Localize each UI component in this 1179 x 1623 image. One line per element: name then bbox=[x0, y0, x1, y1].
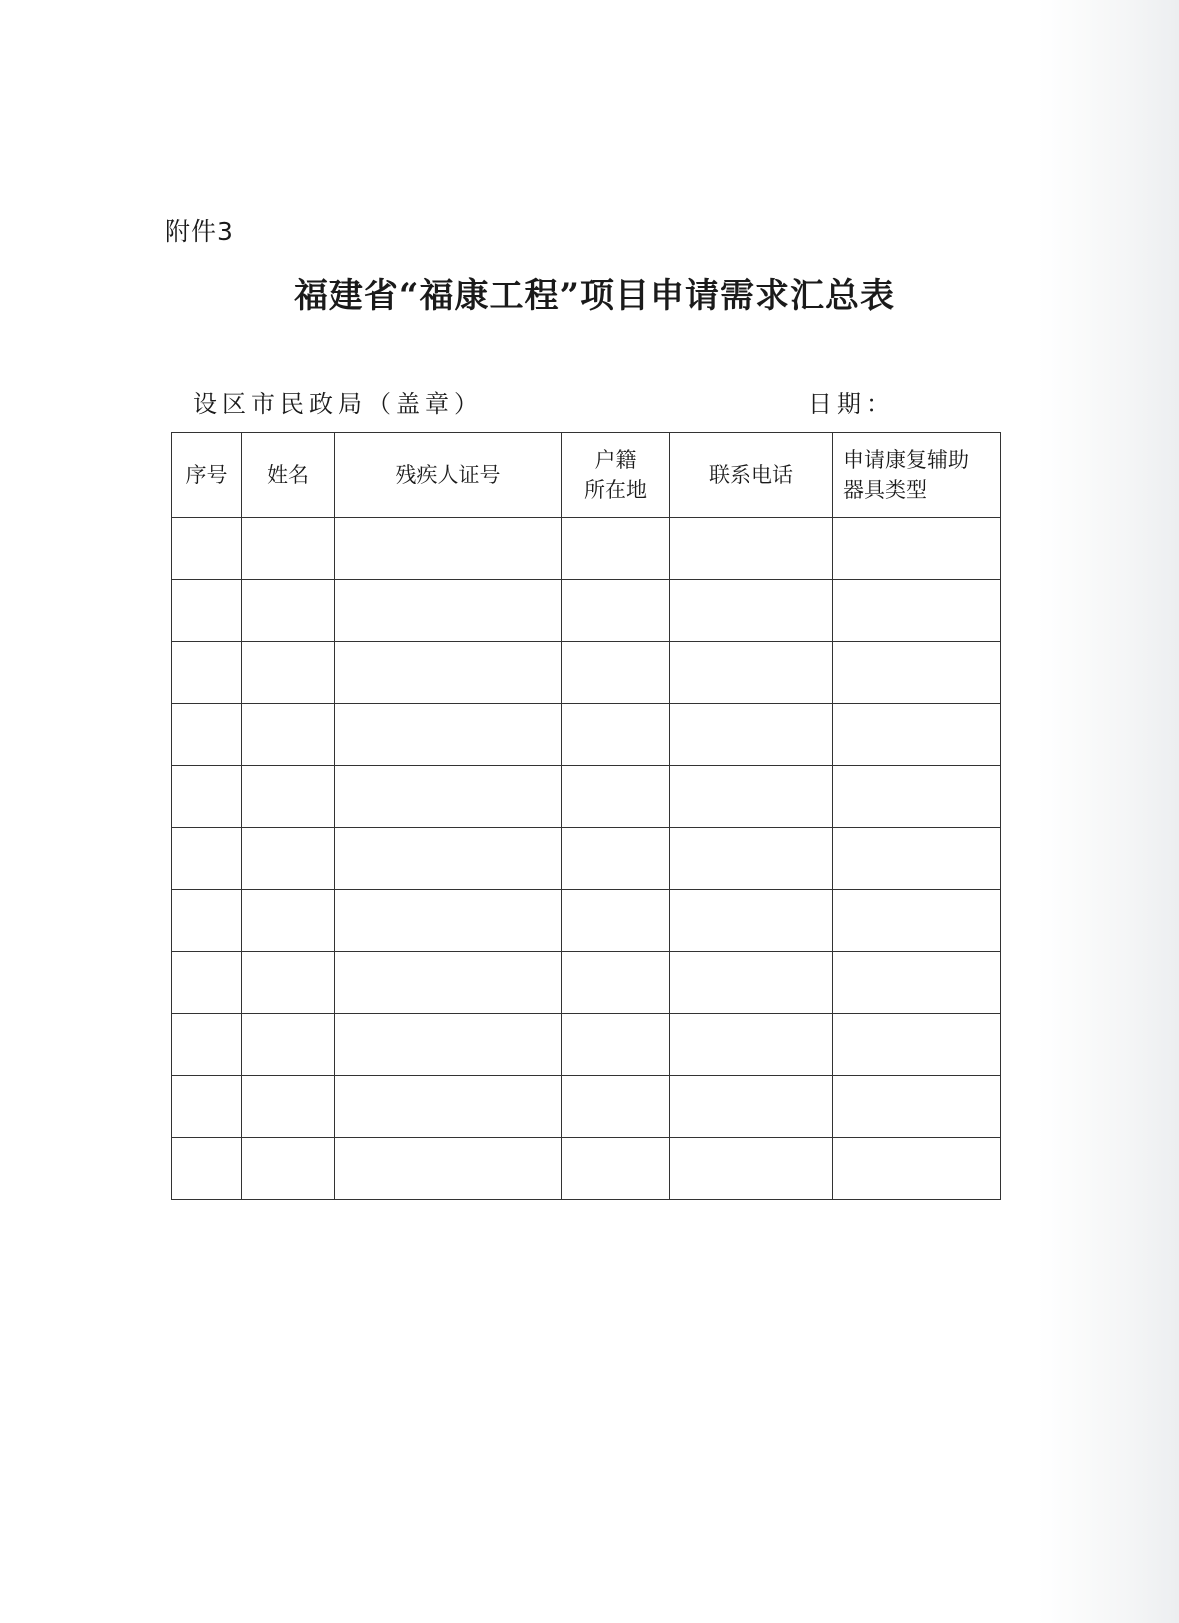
table-cell bbox=[242, 952, 335, 1014]
table-cell bbox=[172, 580, 242, 642]
table-cell bbox=[833, 1076, 1001, 1138]
document-title: 福建省“福康工程”项目申请需求汇总表 bbox=[293, 276, 896, 316]
table-cell bbox=[562, 580, 670, 642]
table-cell bbox=[670, 1014, 833, 1076]
table-row bbox=[172, 1014, 1001, 1076]
table-cell bbox=[670, 518, 833, 580]
table-row bbox=[172, 580, 1001, 642]
table-cell bbox=[172, 890, 242, 952]
table-cell bbox=[242, 1138, 335, 1200]
table-cell bbox=[242, 890, 335, 952]
table-cell bbox=[833, 580, 1001, 642]
table-cell bbox=[172, 828, 242, 890]
col-header-device-type bbox=[833, 433, 1001, 518]
col-header-household-line2: 所在地 bbox=[584, 478, 647, 502]
table-cell bbox=[172, 518, 242, 580]
table-cell bbox=[335, 828, 562, 890]
table-row bbox=[172, 1076, 1001, 1138]
table-cell bbox=[335, 518, 562, 580]
date-label: 日期： bbox=[808, 390, 895, 418]
table-cell bbox=[335, 704, 562, 766]
table-cell bbox=[562, 952, 670, 1014]
col-header-device-type-line2: 器具类型 bbox=[843, 478, 927, 502]
table-cell bbox=[335, 1014, 562, 1076]
table-cell bbox=[335, 766, 562, 828]
col-header-disability-id-text: 残疾人证号 bbox=[395, 463, 501, 487]
table-cell bbox=[335, 952, 562, 1014]
table-cell bbox=[833, 704, 1001, 766]
col-header-disability-id bbox=[335, 433, 562, 518]
col-header-name-text: 姓名 bbox=[267, 463, 309, 487]
table-cell bbox=[670, 642, 833, 704]
col-header-phone-text: 联系电话 bbox=[709, 463, 793, 487]
table-row bbox=[172, 704, 1001, 766]
table-row bbox=[172, 828, 1001, 890]
table-cell bbox=[670, 1138, 833, 1200]
table-cell bbox=[833, 766, 1001, 828]
table-cell bbox=[670, 1076, 833, 1138]
table-cell bbox=[242, 1076, 335, 1138]
summary-table bbox=[171, 432, 1001, 1200]
table-row bbox=[172, 1138, 1001, 1200]
table-cell bbox=[562, 1138, 670, 1200]
table-row bbox=[172, 952, 1001, 1014]
table-cell bbox=[562, 704, 670, 766]
table-cell bbox=[242, 1014, 335, 1076]
table-row bbox=[172, 518, 1001, 580]
table-cell bbox=[242, 642, 335, 704]
col-header-phone bbox=[670, 433, 833, 518]
table-cell bbox=[172, 1014, 242, 1076]
issuer-seal-label: 设区市民政局（盖章） bbox=[193, 390, 483, 418]
col-header-household-line1: 户籍 bbox=[594, 448, 637, 472]
table-cell bbox=[562, 1014, 670, 1076]
table-cell bbox=[562, 766, 670, 828]
table-cell bbox=[172, 952, 242, 1014]
col-header-device-type-line1: 申请康复辅助 bbox=[843, 448, 969, 472]
table-cell bbox=[172, 766, 242, 828]
table-cell bbox=[242, 518, 335, 580]
table-row bbox=[172, 766, 1001, 828]
col-header-household bbox=[562, 433, 670, 518]
table-row bbox=[172, 890, 1001, 952]
table-cell bbox=[335, 580, 562, 642]
table-cell bbox=[833, 828, 1001, 890]
table-cell bbox=[670, 580, 833, 642]
col-header-name bbox=[242, 433, 335, 518]
table-cell bbox=[670, 952, 833, 1014]
attachment-label: 附件3 bbox=[165, 217, 234, 246]
col-header-serial-text: 序号 bbox=[185, 463, 228, 487]
table-cell bbox=[562, 642, 670, 704]
table-cell bbox=[335, 1076, 562, 1138]
table-cell bbox=[562, 518, 670, 580]
table-cell bbox=[172, 704, 242, 766]
table-cell bbox=[242, 704, 335, 766]
table-cell bbox=[833, 518, 1001, 580]
table-cell bbox=[833, 1138, 1001, 1200]
table-row bbox=[172, 642, 1001, 704]
table-cell bbox=[335, 1138, 562, 1200]
table-cell bbox=[242, 766, 335, 828]
table-cell bbox=[833, 1014, 1001, 1076]
table-cell bbox=[172, 642, 242, 704]
table-cell bbox=[242, 580, 335, 642]
table-cell bbox=[335, 642, 562, 704]
table-cell bbox=[172, 1076, 242, 1138]
table-cell bbox=[562, 1076, 670, 1138]
table-cell bbox=[335, 890, 562, 952]
col-header-serial bbox=[172, 433, 242, 518]
table-cell bbox=[833, 890, 1001, 952]
table-body bbox=[172, 518, 1001, 1200]
table-cell bbox=[670, 704, 833, 766]
table-cell bbox=[670, 766, 833, 828]
table-cell bbox=[172, 1138, 242, 1200]
table-cell bbox=[562, 828, 670, 890]
table-cell bbox=[562, 890, 670, 952]
table-cell bbox=[242, 828, 335, 890]
table-cell bbox=[670, 890, 833, 952]
table-cell bbox=[833, 642, 1001, 704]
table-cell bbox=[670, 828, 833, 890]
table-header-row bbox=[172, 433, 1001, 518]
table-cell bbox=[833, 952, 1001, 1014]
